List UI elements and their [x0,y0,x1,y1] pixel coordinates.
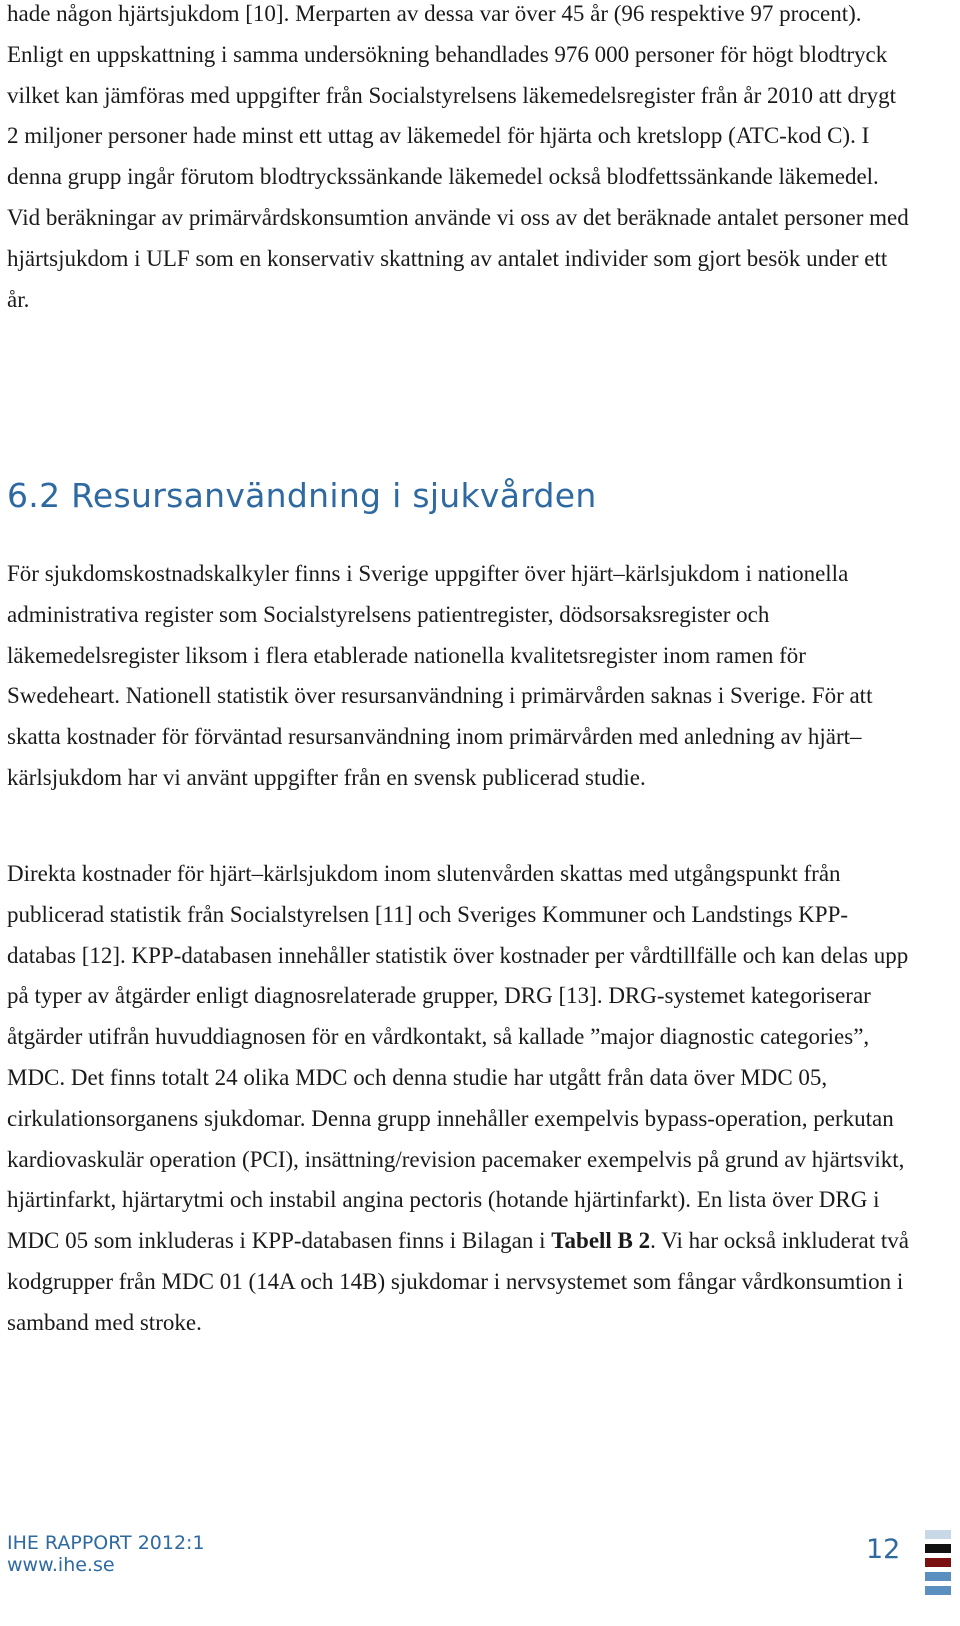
brand-stripe [925,1572,951,1581]
body-paragraph-1: hade någon hjärtsjukdom [10]. Merparten av dessa var över 45 år (96 respektive 97 procent). Enligt en uppskattning i samma undersökning behandlades 976 000 personer för högt blodtryck vilket kan jämföras med uppgifter från Socialstyrelsens läkemedelsregister från år 2010 att drygt 2 miljoner personer hade minst ett uttag av läkemedel för hjärta och kretslopp (ATC-kod C). I denna grupp ingår förutom blodtryckssänkande läkemedel också blodfettssänkande läkemedel. Vid beräkningar av primärvårdskonsumtion använde vi oss av det beräknade antalet personer med hjärtsjukdom i ULF som en konservativ skattning av antalet individer som gjort besök under ett år. [7,1,909,312]
paragraph-3-text-start: Direkta kostnader för hjärt–kärlsjukdom inom slutenvården skattas med utgångspunkt från publicerad statistik från Socialstyrelsen [11] och Sveriges Kommuner och Landstings KPP-databas [12]. KPP-databasen innehåller statistik över kostnader per vårdtillfälle och kan delas upp på typer av åtgärder enligt diagnosrelaterade grupper, DRG [13]. DRG-systemet kategoriserar åtgärder utifrån huvuddiagnosen för en vårdkontakt, så kallade ”major diagnostic categories”, MDC. Det finns totalt 24 olika MDC och denna studie har utgått från data över MDC 05, cirkulationsorganens sjukdomar. Denna grupp innehåller exempelvis bypass-operation, perkutan kardiovaskulär operation (PCI), insättning/revision pacemaker exempelvis på grund av hjärtsvikt, hjärtinfarkt, hjärtarytmi och instabil angina pectoris (hotande hjärtinfarkt). En lista över DRG i MDC 05 som inkluderas i KPP-databasen finns i Bilagan i [7,861,909,1254]
brand-stripes-logo [925,1530,951,1600]
section-heading: 6.2 Resursanvändning i sjukvården [7,476,597,515]
brand-stripe [925,1558,951,1567]
paragraph-3-text-end: . Vi har också inkluderat två kodgrupper från MDC 01 (14A och 14B) sjukdomar i nervsystemet som fångar vårdkonsumtion i samband med stroke. [7,1228,909,1335]
body-paragraph-3 [7,854,912,1344]
brand-stripe [925,1586,951,1595]
brand-stripe [925,1544,951,1553]
table-reference: Tabell B 2 [551,1228,651,1254]
brand-stripe [925,1530,951,1539]
website-link[interactable]: www.ihe.se [7,1554,115,1576]
report-label: IHE RAPPORT 2012:1 [7,1532,205,1554]
page-number: 12 [866,1534,901,1565]
body-paragraph-2: För sjukdomskostnadskalkyler finns i Sverige uppgifter över hjärt–kärlsjukdom i nationella administrativa register som Socialstyrelsens patientregister, dödsorsaksregister och läkemedelsregister liksom i flera etablerade nationella kvalitetsregister inom ramen för Swedeheart. Nationell statistik över resursanvändning i primärvården saknas i Sverige. För att skatta kostnader för förväntad resursanvändning inom primärvården med anledning av hjärt–kärlsjukdom har vi använt uppgifter från en svensk publicerad studie. [7,561,873,790]
footer [7,1532,205,1576]
